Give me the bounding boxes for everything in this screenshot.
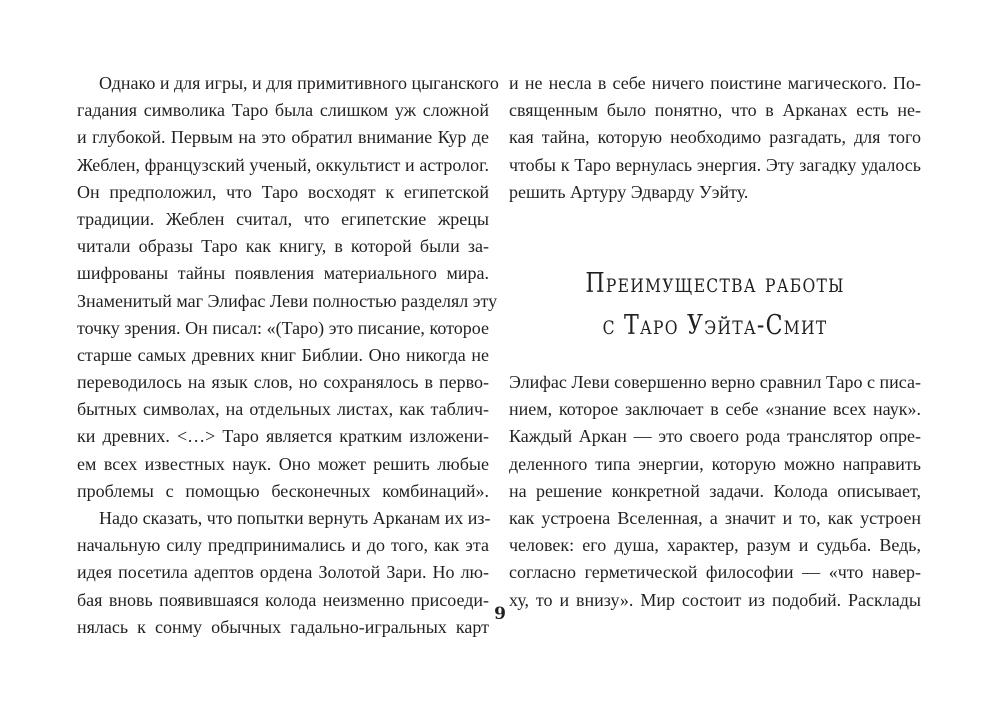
section-heading: [546, 263, 884, 347]
right-column-body: [509, 369, 921, 614]
left-column: [77, 70, 499, 641]
text-line: гадания символика Таро была слишком уж сложной: [77, 100, 489, 121]
heading-line: с Таро Уэйта-Смит: [602, 310, 828, 341]
text-line: и глубокой. Первым на это обратил внимание Кур де: [77, 127, 489, 148]
text-line: Надо сказать, что попытки вернуть Арканам их из-: [99, 508, 491, 528]
heading-line: Преимущества работы: [585, 268, 845, 299]
text-line: Каждый Аркан — это своего рода транслятор опре-: [509, 426, 921, 447]
text-line: священным было понятно, что в Арканах есть не-: [509, 100, 921, 121]
text-line: Он предположил, что Таро восходят к египетской: [77, 181, 489, 202]
text-line: идея посетила адептов ордена Золотой Зари. Но лю-: [77, 562, 489, 583]
text-line: согласно герметической философии — «что навер-: [509, 562, 921, 583]
right-column-top: [509, 70, 921, 206]
text-line: как устроена Вселенная, а значит и то, как устроен: [509, 507, 921, 528]
text-line: кая тайна, которую необходимо разгадать, для того: [509, 127, 921, 148]
text-line: бытных символах, на отдельных листах, как таблич-: [77, 399, 489, 420]
text-line: Знаменитый маг Элифас Леви полностью разделял эту: [77, 290, 498, 311]
text-line: точку зрения. Он писал: «(Таро) это писание, которое: [77, 317, 489, 338]
text-line: чтобы к Таро вернулась энергия. Эту загадку удалось: [509, 154, 921, 175]
text-line: человек: его душа, характер, разум и судьба. Ведь,: [509, 535, 921, 556]
text-line: ки древних. <…> Таро является кратким изложени-: [77, 426, 489, 447]
text-line: переводилось на язык слов, но сохранялось в перво-: [77, 372, 489, 393]
text-line: ху, то и внизу». Мир состоит из подобий. Расклады: [509, 589, 921, 610]
text-line: начальную силу предпринимались и до того, как эта: [77, 535, 489, 556]
text-line: нялась к сонму обычных гадально-игральных карт: [77, 616, 489, 637]
text-line: бая вновь появившаяся колода неизменно присоеди-: [77, 589, 489, 610]
text-line: нием, которое заключает в себе «знание всех наук».: [509, 399, 921, 420]
text-line: деленного типа энергии, которую можно направить: [509, 453, 921, 474]
text-line: читали образы Таро как книгу, в которой были за-: [77, 236, 489, 257]
text-line: Однако и для игры, и для примитивного цыганского: [99, 73, 499, 93]
text-line: на решение конкретной задачи. Колода описывает,: [509, 480, 921, 501]
text-line: старше самых древних книг Библии. Оно никогда не: [77, 344, 489, 365]
text-line: шифрованы тайны появления материального мира.: [77, 263, 489, 284]
page-number: 9: [494, 604, 506, 624]
text-line: ем всех известных наук. Оно может решить любые: [77, 453, 489, 474]
text-line: проблемы с помощью бесконечных комбинаций».: [77, 480, 489, 501]
text-line: и не несла в себе ничего поистине магического. По-: [509, 73, 921, 93]
text-line: традиции. Жеблен считал, что египетские жрецы: [77, 208, 489, 229]
text-line: Элифас Леви совершенно верно сравнил Таро с писа-: [509, 372, 921, 392]
text-line: решить Артуру Эдварду Уэйту.: [509, 181, 749, 202]
text-line: Жеблен, французский ученый, оккультист и астролог.: [77, 154, 489, 175]
